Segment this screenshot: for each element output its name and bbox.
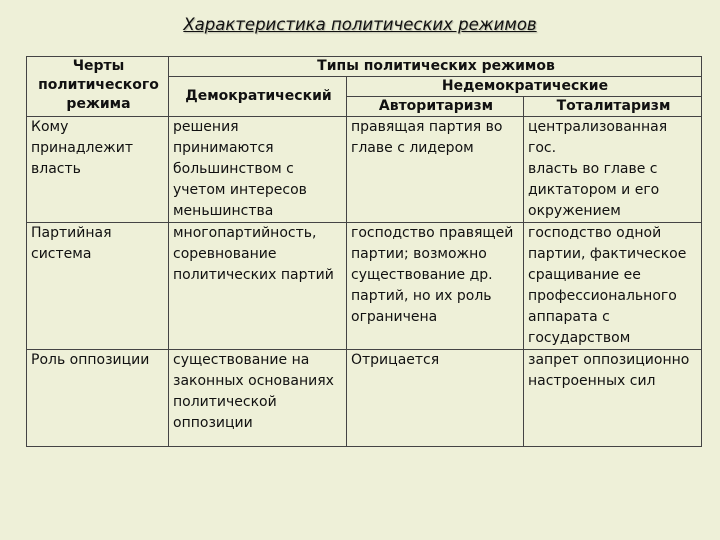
table-row (27, 350, 702, 447)
header-nondemocratic: Недемократические (347, 77, 702, 97)
header-types: Типы политических режимов (169, 57, 702, 77)
page-title: Характеристика политических режимов (183, 15, 537, 34)
row-totalitarian: господство одной партии, фактическое сращивание ее профессионального аппарата с государством (524, 223, 702, 350)
row-feature: Роль оппозиции (27, 350, 169, 447)
table-row (27, 223, 702, 350)
row-authoritarian: правящая партия во главе с лидером (347, 117, 524, 223)
row-authoritarian: господство правящей партии; возможно существование др. партий, но их роль ограничена (347, 223, 524, 350)
row-totalitarian: запрет оппозиционно настроенных сил (524, 350, 702, 447)
row-feature: Кому принадлежит власть (27, 117, 169, 223)
row-democratic: существование на законных основаниях политической оппозиции (169, 350, 347, 447)
row-feature: Партийная система (27, 223, 169, 350)
header-authoritarian: Авторитаризм (347, 97, 524, 117)
row-democratic: решения принимаются большинством с учетом интересов меньшинства (169, 117, 347, 223)
row-totalitarian: централизованная гос. власть во главе с диктатором и его окружением (524, 117, 702, 223)
table-row (27, 117, 702, 223)
header-features: Черты политического режима (27, 57, 169, 117)
row-democratic: многопартийность, соревнование политических партий (169, 223, 347, 350)
header-democratic: Демократический (169, 77, 347, 117)
header-row-1 (27, 57, 702, 77)
header-totalitarian: Тоталитаризм (524, 97, 702, 117)
row-authoritarian: Отрицается (347, 350, 524, 447)
regimes-table (26, 56, 702, 447)
